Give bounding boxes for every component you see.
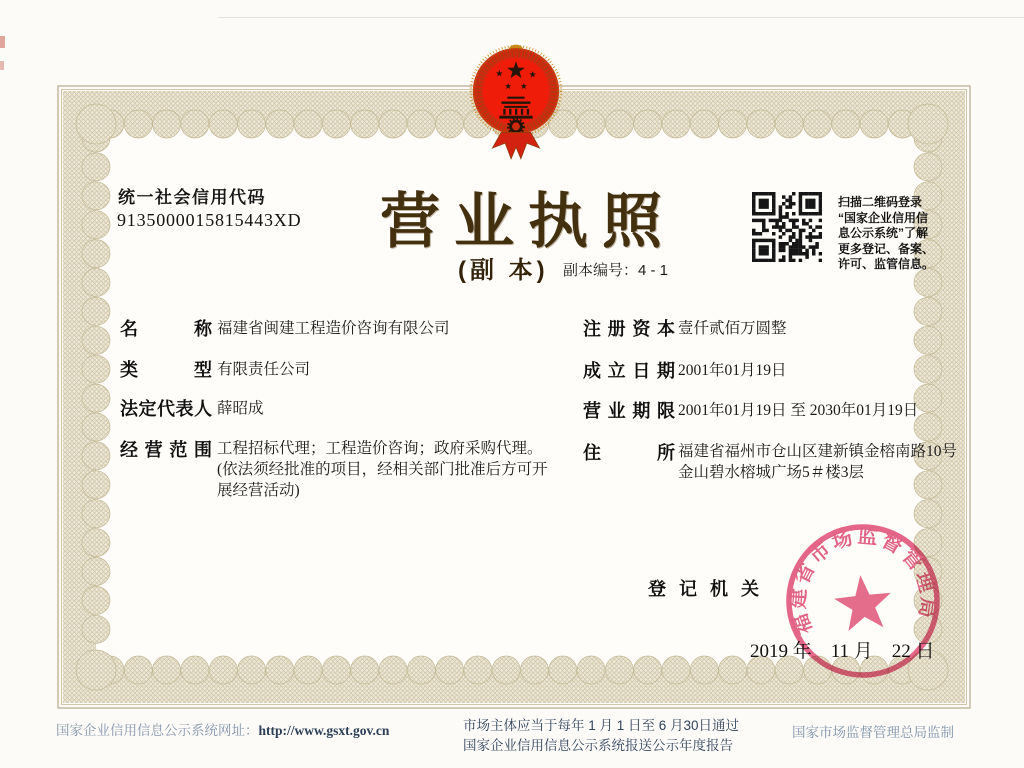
field-value-type: 有限责任公司 xyxy=(217,361,311,378)
qr-caption xyxy=(838,195,978,273)
issue-date: 2019 年 11 月 22 日 xyxy=(750,641,935,662)
footer-middle-line1: 市场主体应当于每年 1 月 1 日至 6 月30日通过 xyxy=(463,718,740,733)
footer-middle-line2: 国家企业信用信息公示系统报送公示年度报告 xyxy=(463,738,733,753)
qr-caption-line: 更多登记、备案、 xyxy=(838,241,935,256)
license-title: 营业执照 xyxy=(380,188,676,255)
emblem-ribbon xyxy=(492,132,539,158)
footer-publicity-site xyxy=(56,719,389,739)
qr-caption-line: “国家企业信用信 xyxy=(838,210,929,225)
official-seal xyxy=(770,508,957,695)
credit-code-value: 9135000015815443XD xyxy=(117,210,302,230)
seal-text: 福建省市场监督管理局 xyxy=(787,525,939,638)
registration-authority-label: 登记机关 xyxy=(648,579,772,599)
field-label-capital: 注册资本 xyxy=(583,319,675,339)
national-emblem-icon xyxy=(466,40,564,162)
field-value-established: 2001年01月19日 xyxy=(678,362,787,379)
duplicate-label: (副 本) xyxy=(458,257,549,284)
footer-url: http://www.gsxt.gov.cn xyxy=(258,723,390,738)
field-value-term: 2001年01月19日 至 2030年01月19日 xyxy=(678,402,919,419)
qr-caption-line: 息公示系统”了解 xyxy=(838,226,929,240)
field-label-established: 成立日期 xyxy=(583,361,675,381)
credit-code-label: 统一社会信用代码 xyxy=(118,188,266,207)
field-label-address: 住所 xyxy=(583,443,675,463)
field-value-scope: 工程招标代理；工程造价咨询；政府采购代理。(依法须经批准的项目，经相关部门批准后方可开展经营活动) xyxy=(217,440,548,499)
field-label-name: 名称 xyxy=(120,319,212,339)
field-value-name: 福建省闽建工程造价咨询有限公司 xyxy=(217,320,450,337)
duplicate-number: 副本编号：4 - 1 xyxy=(563,262,669,279)
qr-caption-line: 许可、监管信息。 xyxy=(838,257,935,271)
field-value-capital: 壹仟贰佰万圆整 xyxy=(678,320,787,337)
seal-star-icon xyxy=(832,572,894,632)
field-label-scope: 经营范围 xyxy=(120,440,212,460)
footer-left-label: 国家企业信用信息公示系统网址： xyxy=(56,723,259,738)
field-label-type: 类型 xyxy=(120,360,212,380)
field-label-legal-rep: 法定代表人 xyxy=(120,399,212,419)
qr-code xyxy=(752,192,822,262)
qr-caption-line: 扫描二维码登录 xyxy=(838,195,923,209)
field-label-term: 营业期限 xyxy=(583,401,675,421)
field-value-address: 福建省福州市仓山区建新镇金榕南路10号金山碧水榕城广场5＃楼3层 xyxy=(678,443,958,481)
field-value-legal-rep: 薛昭成 xyxy=(217,400,264,417)
footer-annual-report-note xyxy=(463,716,739,756)
footer-issuer: 国家市场监督管理总局监制 xyxy=(792,725,954,740)
